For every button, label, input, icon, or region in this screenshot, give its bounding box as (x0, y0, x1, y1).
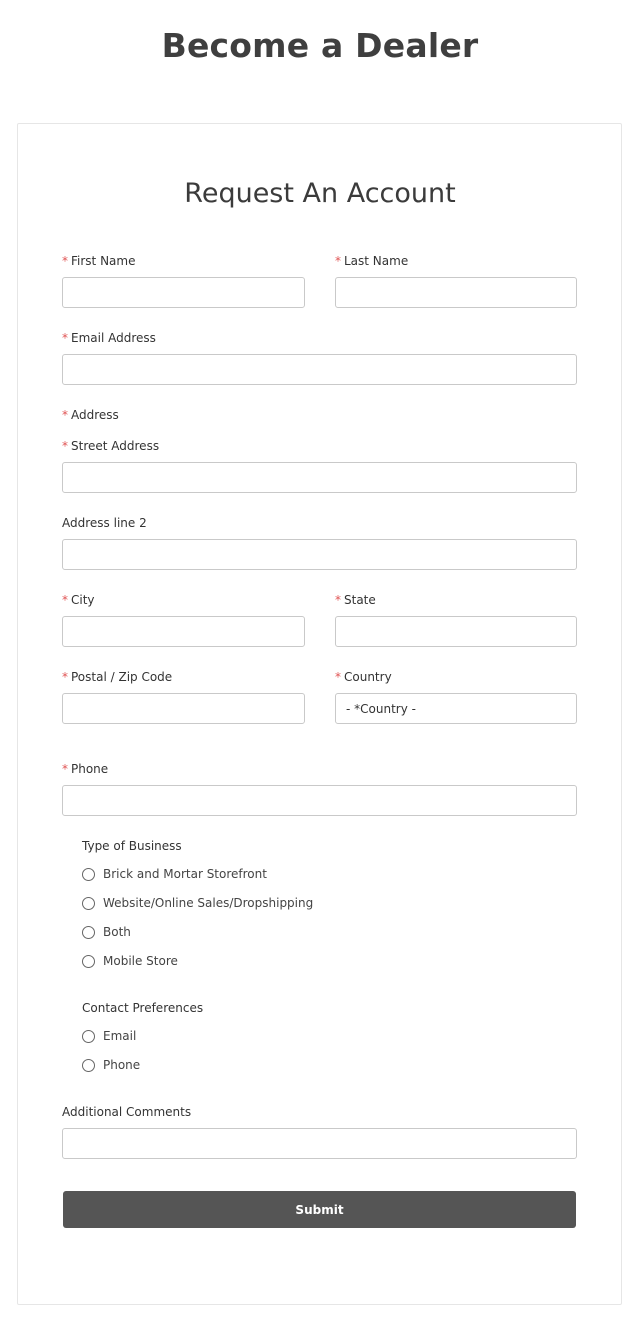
postal-code-label: * Postal / Zip Code (62, 670, 173, 684)
business-type-option[interactable] (82, 867, 267, 881)
phone-input[interactable] (62, 785, 577, 816)
last-name-label: * Last Name (335, 254, 409, 268)
contact-preference-option[interactable] (82, 1029, 136, 1043)
postal-code-input[interactable] (62, 693, 305, 724)
radio-label: Brick and Mortar Storefront (103, 867, 267, 881)
required-mark: * (62, 593, 68, 607)
country-select[interactable] (335, 693, 577, 724)
required-mark: * (62, 331, 68, 345)
state-input[interactable] (335, 616, 577, 647)
radio-button[interactable] (82, 926, 95, 939)
city-label: * City (62, 593, 95, 607)
required-mark: * (335, 593, 341, 607)
radio-label: Mobile Store (103, 954, 178, 968)
address-line-2-input[interactable] (62, 539, 577, 570)
required-mark: * (62, 408, 68, 422)
radio-button[interactable] (82, 868, 95, 881)
business-type-option[interactable] (82, 896, 313, 910)
form-title: Request An Account (184, 178, 456, 209)
radio-label: Website/Online Sales/Dropshipping (103, 896, 314, 910)
radio-button[interactable] (82, 955, 95, 968)
required-mark: * (335, 254, 341, 268)
street-address-label: * Street Address (62, 439, 160, 453)
city-input[interactable] (62, 616, 305, 647)
contact-preferences-label: Contact Preferences (82, 1001, 204, 1015)
first-name-label: * First Name (62, 254, 136, 268)
address-line-2-label: Address line 2 (62, 516, 147, 530)
email-label: * Email Address (62, 331, 156, 345)
required-mark: * (62, 670, 68, 684)
state-label: * State (335, 593, 376, 607)
country-selected-value: - *Country - (346, 701, 416, 716)
business-type-option[interactable] (82, 954, 178, 968)
radio-button[interactable] (82, 1059, 95, 1072)
required-mark: * (62, 762, 68, 776)
radio-label: Email (103, 1029, 137, 1043)
address-group-label: * Address (62, 408, 119, 422)
radio-label: Phone (103, 1058, 141, 1072)
phone-label: * Phone (62, 762, 109, 776)
contact-preference-option[interactable] (82, 1058, 140, 1072)
required-mark: * (335, 670, 341, 684)
radio-button[interactable] (82, 897, 95, 910)
page-title: Become a Dealer (161, 26, 479, 65)
submit-button[interactable]: Submit (63, 1191, 576, 1228)
last-name-input[interactable] (335, 277, 577, 308)
radio-label: Both (103, 925, 131, 939)
street-address-input[interactable] (62, 462, 577, 493)
additional-comments-label: Additional Comments (62, 1105, 192, 1119)
radio-button[interactable] (82, 1030, 95, 1043)
business-type-label: Type of Business (82, 839, 182, 853)
required-mark: * (62, 254, 68, 268)
required-mark: * (62, 439, 68, 453)
additional-comments-input[interactable] (62, 1128, 577, 1159)
email-input[interactable] (62, 354, 577, 385)
first-name-input[interactable] (62, 277, 305, 308)
business-type-option[interactable] (82, 925, 131, 939)
country-label: * Country (335, 670, 392, 684)
